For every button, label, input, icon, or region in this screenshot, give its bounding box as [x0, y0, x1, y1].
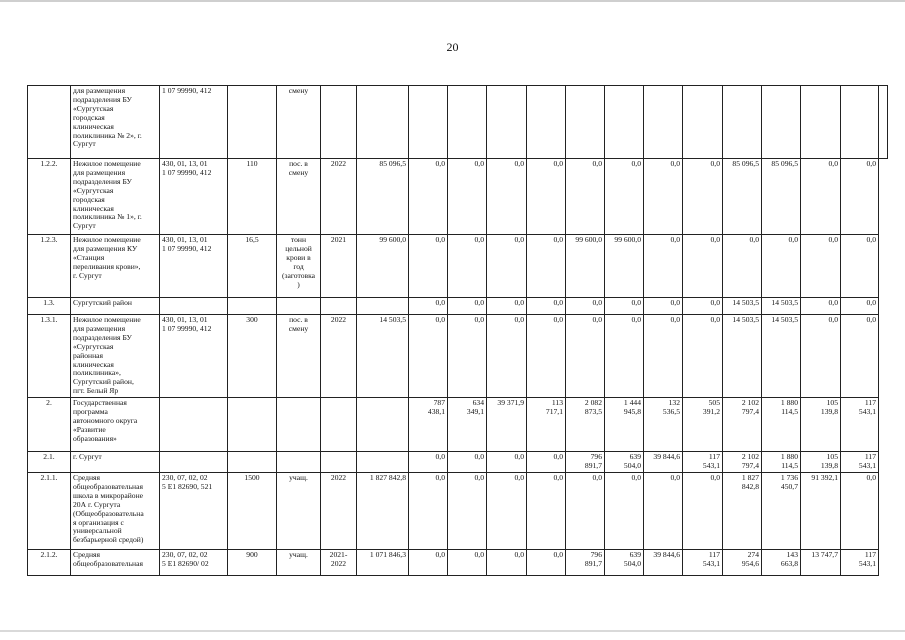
table-cell [277, 298, 321, 315]
table-cell: 2 102 797,4 [723, 452, 762, 473]
table-cell [357, 452, 409, 473]
table-cell: 274 954,6 [723, 549, 762, 575]
table-cell: 0,0 [527, 549, 566, 575]
table-cell: 300 [228, 315, 277, 398]
table-cell: 113 717,1 [527, 398, 566, 452]
table-cell: 0,0 [448, 452, 487, 473]
table-cell: 105 139,8 [801, 398, 841, 452]
table-cell [644, 86, 683, 159]
scan-edge-top [0, 0, 905, 2]
table-cell: 0,0 [605, 472, 644, 549]
table-cell [321, 452, 357, 473]
table-cell: 230, 07, 02, 02 5 E1 82690/ 02 [160, 549, 228, 575]
table-cell [160, 398, 228, 452]
table-row [28, 398, 888, 452]
table-cell: 0,0 [566, 315, 605, 398]
table-cell: 0,0 [683, 235, 723, 298]
table-cell: 14 503,5 [357, 315, 409, 398]
table-cell: 2021- 2022 [321, 549, 357, 575]
table-row [28, 86, 888, 159]
table-cell: 639 504,0 [605, 452, 644, 473]
table-cell: 39 371,9 [487, 398, 527, 452]
table-cell: 0,0 [841, 315, 879, 398]
table-row [28, 159, 888, 235]
object-name-cell: Государственная программа автономного округа «Развитие образования» [71, 398, 160, 452]
table-cell: 0,0 [487, 298, 527, 315]
table-cell: тонн цельной крови в год (заготовка ) [277, 235, 321, 298]
table-cell: 0,0 [841, 472, 879, 549]
object-name-cell: Нежилое помещение для размещения КУ «Станция переливания крови», г. Сургут [71, 235, 160, 298]
object-name-cell: для размещения подразделения БУ «Сургутская городская клиническая поликлиника № 2», г. Сургут [71, 86, 160, 159]
table-cell: 85 096,5 [723, 159, 762, 235]
table-row [28, 472, 888, 549]
table-cell: 787 438,1 [409, 398, 448, 452]
table-cell: 39 844,6 [644, 452, 683, 473]
table-cell: 0,0 [801, 235, 841, 298]
table-row [28, 315, 888, 398]
table-cell: пос. в смену [277, 315, 321, 398]
table-cell: 0,0 [644, 298, 683, 315]
table-cell [841, 86, 879, 159]
object-name-cell: Средняя общеобразовательная [71, 549, 160, 575]
table-cell: 0,0 [683, 315, 723, 398]
row-number-cell: 1.2.3. [28, 235, 71, 298]
table-cell: 430, 01, 13, 01 1 07 99990, 412 [160, 235, 228, 298]
table-cell [723, 86, 762, 159]
table-cell: 0,0 [605, 298, 644, 315]
table-cell: 0,0 [644, 315, 683, 398]
table-cell [409, 86, 448, 159]
table-cell: 0,0 [527, 159, 566, 235]
table-cell: учащ. [277, 472, 321, 549]
table-row [28, 235, 888, 298]
table-cell [566, 86, 605, 159]
table-cell: 2022 [321, 159, 357, 235]
row-number-cell [28, 86, 71, 159]
table-cell: 639 504,0 [605, 549, 644, 575]
table-cell: 505 391,2 [683, 398, 723, 452]
table-cell: 132 536,5 [644, 398, 683, 452]
table-cell: 99 600,0 [605, 235, 644, 298]
table-cell [277, 452, 321, 473]
table-cell [357, 86, 409, 159]
table-cell [605, 86, 644, 159]
table-cell: 796 891,7 [566, 452, 605, 473]
table-cell: 85 096,5 [357, 159, 409, 235]
budget-table [27, 85, 888, 576]
table-cell: 900 [228, 549, 277, 575]
table-cell: 0,0 [644, 159, 683, 235]
table-cell: 0,0 [566, 298, 605, 315]
table-cell: 0,0 [409, 159, 448, 235]
table-cell: 0,0 [801, 159, 841, 235]
table-cell: 99 600,0 [357, 235, 409, 298]
table-cell: 634 349,1 [448, 398, 487, 452]
table-cell: 0,0 [409, 315, 448, 398]
table-body [28, 86, 888, 576]
table-cell [879, 86, 888, 159]
table-cell: 14 503,5 [762, 315, 801, 398]
table-cell: 0,0 [841, 235, 879, 298]
table-cell [357, 298, 409, 315]
table-cell: 39 844,6 [644, 549, 683, 575]
table-cell: 0,0 [487, 472, 527, 549]
table-cell: 1 880 114,5 [762, 398, 801, 452]
table-cell: 0,0 [683, 298, 723, 315]
table-cell: 0,0 [683, 472, 723, 549]
table-cell [527, 86, 566, 159]
table-cell: 0,0 [448, 235, 487, 298]
table-cell: 0,0 [487, 235, 527, 298]
table-cell: 1 827 842,8 [723, 472, 762, 549]
table-cell: 0,0 [527, 315, 566, 398]
table-cell: 0,0 [487, 452, 527, 473]
table-cell: 110 [228, 159, 277, 235]
table-cell: 0,0 [762, 235, 801, 298]
table-cell: 0,0 [487, 159, 527, 235]
table-cell: 2021 [321, 235, 357, 298]
table-cell [228, 86, 277, 159]
table-cell [448, 86, 487, 159]
table-cell [762, 86, 801, 159]
table-cell: 1 827 842,8 [357, 472, 409, 549]
table-cell: 2022 [321, 472, 357, 549]
table-cell: 0,0 [448, 159, 487, 235]
row-number-cell: 1.2.2. [28, 159, 71, 235]
table-cell: 2 082 873,5 [566, 398, 605, 452]
table-cell: смену [277, 86, 321, 159]
table-cell: 0,0 [566, 472, 605, 549]
object-name-cell: Нежилое помещение для размещения подразделения БУ «Сургутская районная клиническая поликлиника», Сургутский район, пгт. Белый Яр [71, 315, 160, 398]
table-cell: 430, 01, 13, 01 1 07 99990, 412 [160, 315, 228, 398]
table-cell: 0,0 [723, 235, 762, 298]
table-cell [228, 452, 277, 473]
table-cell: 0,0 [566, 159, 605, 235]
table-cell: 117 543,1 [683, 452, 723, 473]
table-cell [357, 398, 409, 452]
table-cell: 0,0 [409, 235, 448, 298]
table-cell: 0,0 [409, 298, 448, 315]
table-cell: 0,0 [409, 549, 448, 575]
object-name-cell: г. Сургут [71, 452, 160, 473]
object-name-cell: Сургутский район [71, 298, 160, 315]
table-cell: 0,0 [644, 472, 683, 549]
table-cell: 1500 [228, 472, 277, 549]
table-cell: 117 543,1 [841, 452, 879, 473]
object-name-cell: Нежилое помещение для размещения подразделения БУ «Сургутская городская клиническая поликлиника № 1», г. Сургут [71, 159, 160, 235]
object-name-cell: Средняя общеобразовательная школа в микрорайоне 20А г. Сургута (Общеобразовательна я организация с универсальной безбарьерной средой) [71, 472, 160, 549]
table-cell: 0,0 [801, 298, 841, 315]
table-cell [277, 398, 321, 452]
table-cell [487, 86, 527, 159]
row-number-cell: 2. [28, 398, 71, 452]
table-row [28, 298, 888, 315]
table-cell [228, 298, 277, 315]
table-cell: 143 663,8 [762, 549, 801, 575]
table-cell: 0,0 [527, 235, 566, 298]
table-cell: 0,0 [448, 298, 487, 315]
row-number-cell: 2.1.2. [28, 549, 71, 575]
table-cell: 14 503,5 [723, 298, 762, 315]
table-cell: 0,0 [644, 235, 683, 298]
table-cell [160, 452, 228, 473]
table-cell: 0,0 [841, 159, 879, 235]
table-cell [801, 86, 841, 159]
table-cell: 230, 07, 02, 02 5 E1 82690, 521 [160, 472, 228, 549]
table-cell: 85 096,5 [762, 159, 801, 235]
table-cell: 13 747,7 [801, 549, 841, 575]
table-cell: 0,0 [527, 298, 566, 315]
table-cell: 0,0 [527, 452, 566, 473]
row-number-cell: 1.3. [28, 298, 71, 315]
table-cell: пос. в смену [277, 159, 321, 235]
row-number-cell: 2.1.1. [28, 472, 71, 549]
table-cell [321, 298, 357, 315]
table-cell: 0,0 [527, 472, 566, 549]
table-cell: 117 543,1 [841, 549, 879, 575]
table-cell [160, 298, 228, 315]
table-cell: 0,0 [487, 315, 527, 398]
table-cell: 0,0 [448, 472, 487, 549]
table-cell: 0,0 [448, 315, 487, 398]
table-cell: 0,0 [683, 159, 723, 235]
table-cell [321, 398, 357, 452]
table-cell: 1 07 99990, 412 [160, 86, 228, 159]
table-cell: 2 102 797,4 [723, 398, 762, 452]
page-number: 20 [446, 40, 459, 54]
table-cell: 430, 01, 13, 01 1 07 99990, 412 [160, 159, 228, 235]
table-cell: 105 139,8 [801, 452, 841, 473]
table-cell [683, 86, 723, 159]
table-cell: 1 444 945,8 [605, 398, 644, 452]
table-cell: 1 880 114,5 [762, 452, 801, 473]
table-cell: 0,0 [409, 452, 448, 473]
table-cell: 117 543,1 [683, 549, 723, 575]
table-cell: 0,0 [605, 159, 644, 235]
table-cell: 14 503,5 [762, 298, 801, 315]
table-cell: 796 891,7 [566, 549, 605, 575]
table-cell: 0,0 [448, 549, 487, 575]
table-row [28, 549, 888, 575]
row-number-cell: 1.3.1. [28, 315, 71, 398]
table-cell [321, 86, 357, 159]
table-cell: 0,0 [801, 315, 841, 398]
table-cell: 0,0 [409, 472, 448, 549]
table-cell: 14 503,5 [723, 315, 762, 398]
table-cell: 1 736 450,7 [762, 472, 801, 549]
table-cell: учащ. [277, 549, 321, 575]
table-cell: 91 392,1 [801, 472, 841, 549]
table-cell: 16,5 [228, 235, 277, 298]
row-number-cell: 2.1. [28, 452, 71, 473]
scan-edge-bottom [0, 630, 905, 632]
table-cell: 1 071 846,3 [357, 549, 409, 575]
table-cell: 0,0 [605, 315, 644, 398]
table-cell: 0,0 [841, 298, 879, 315]
table-cell: 99 600,0 [566, 235, 605, 298]
table-cell: 0,0 [487, 549, 527, 575]
table-cell [228, 398, 277, 452]
table-cell: 117 543,1 [841, 398, 879, 452]
table-cell: 2022 [321, 315, 357, 398]
table-row [28, 452, 888, 473]
